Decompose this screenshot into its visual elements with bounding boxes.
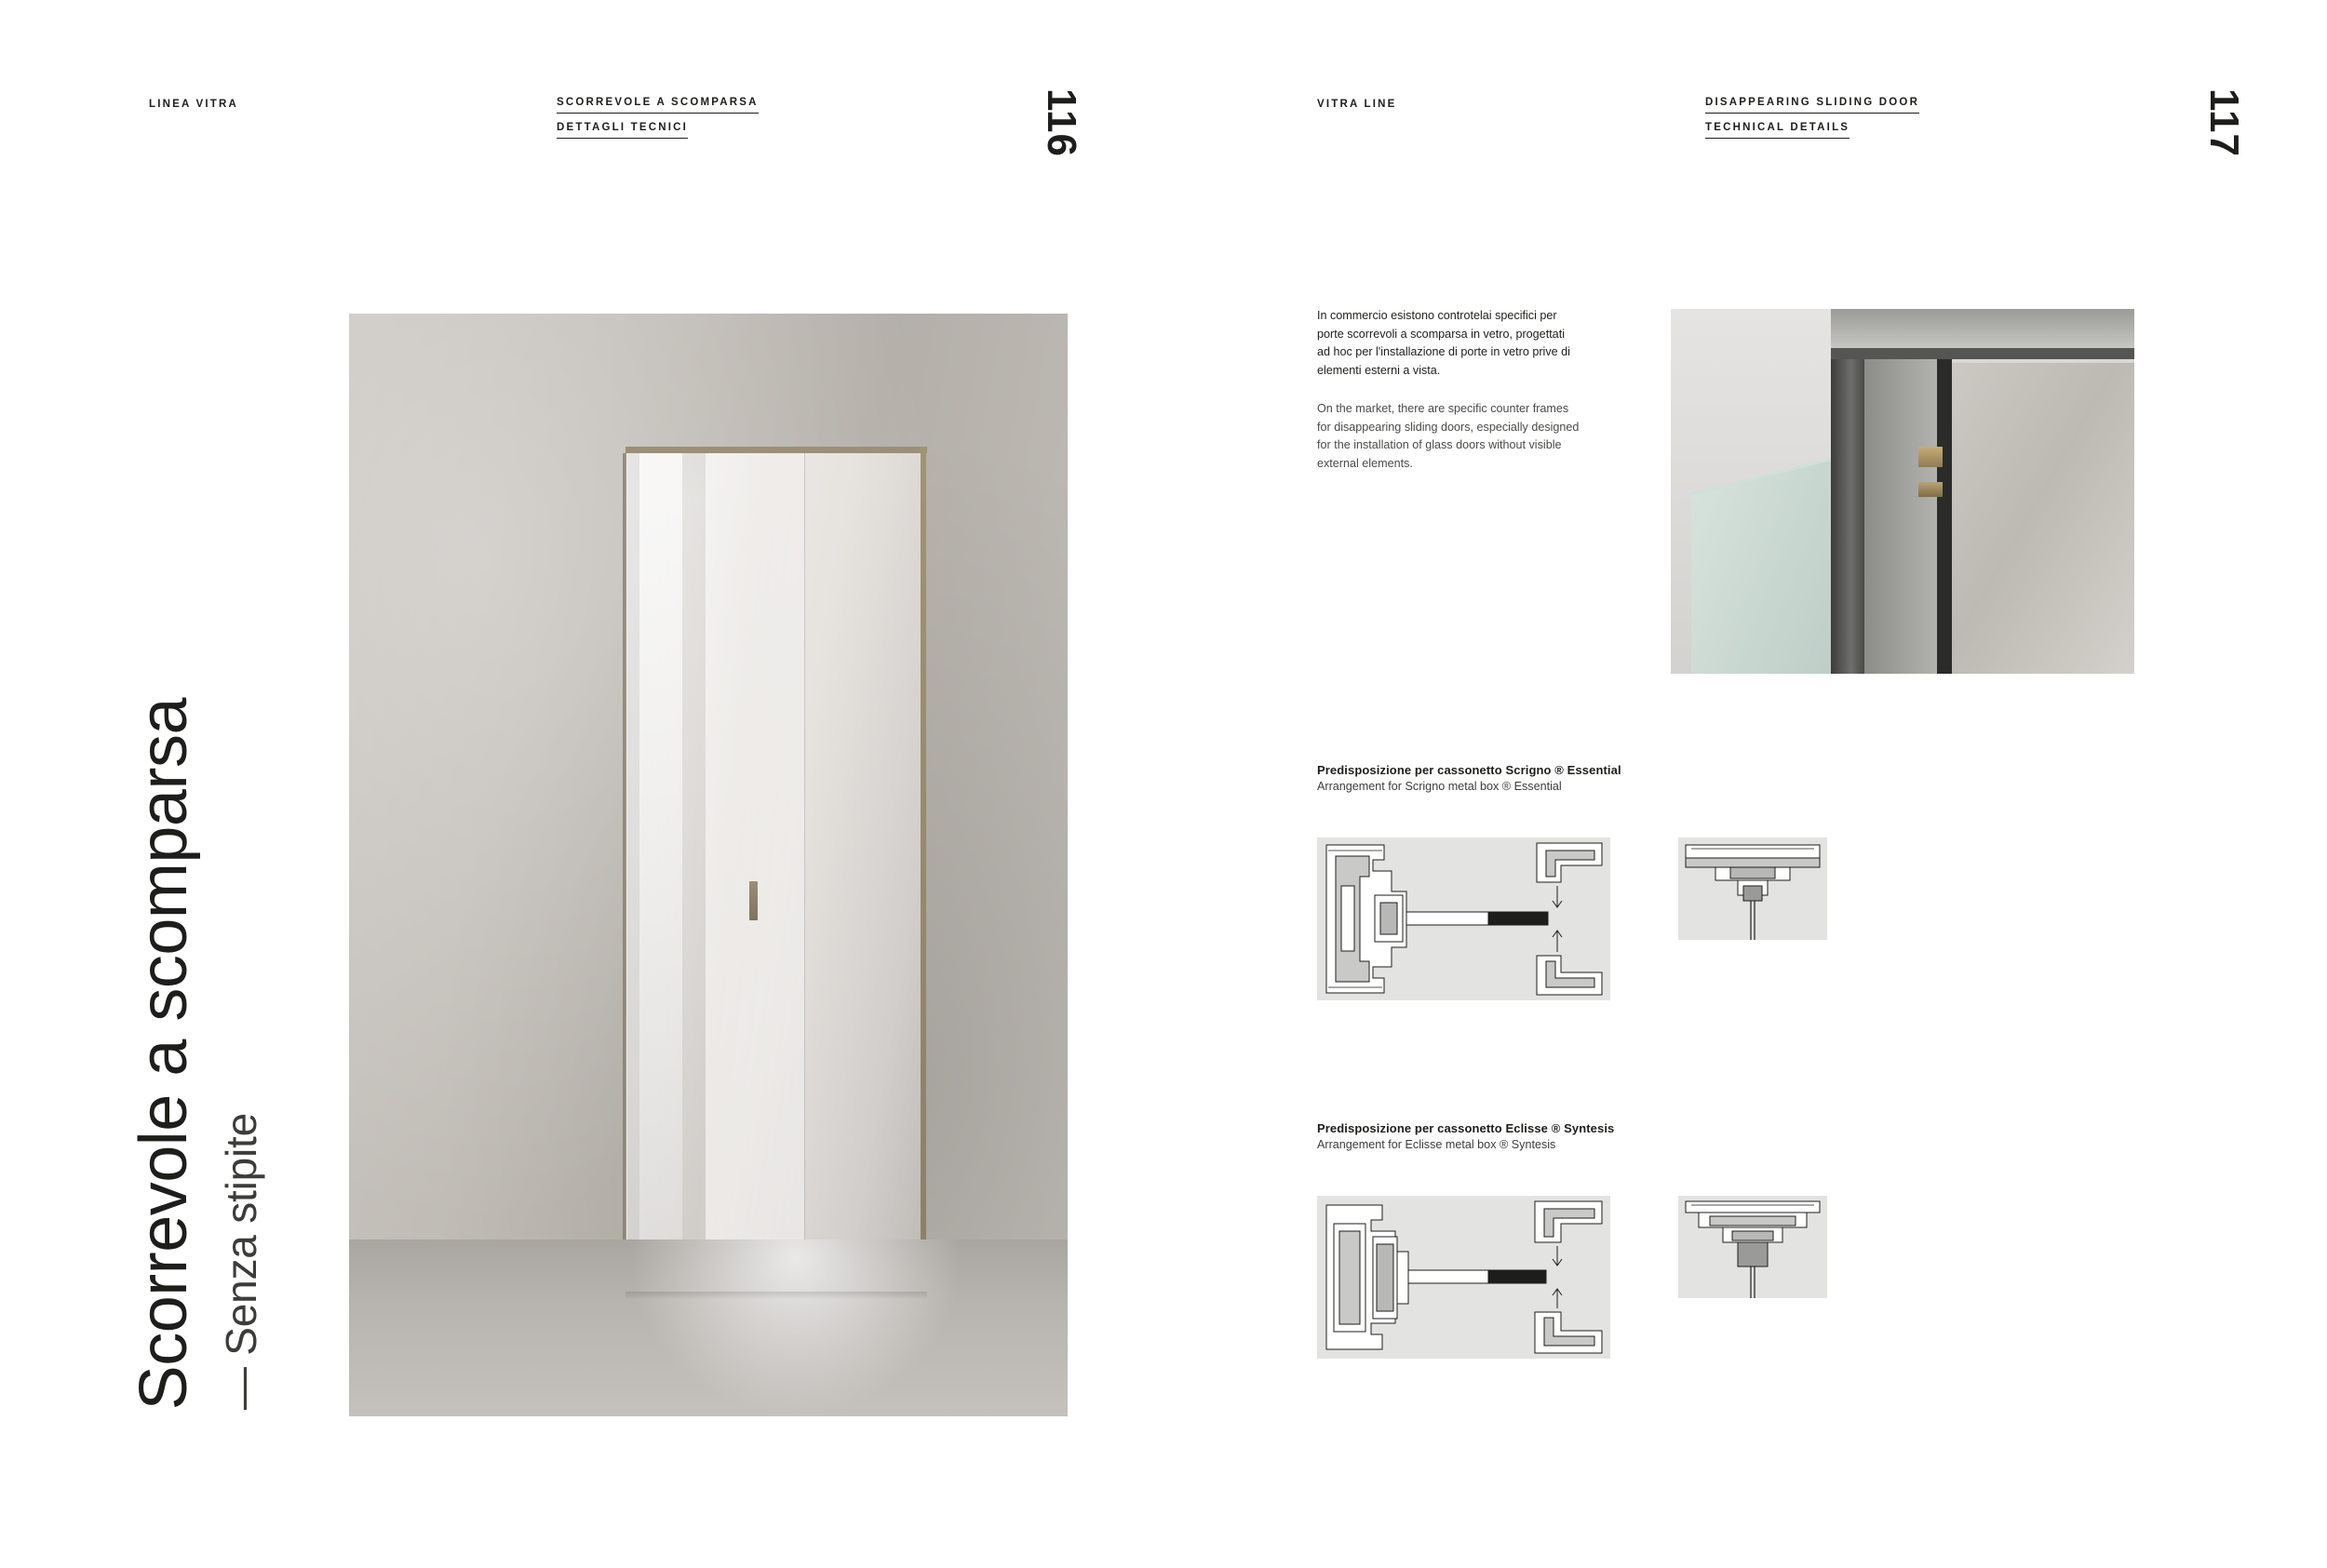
detail-photo-wall bbox=[1952, 309, 2134, 674]
detail-photo-top-rail-shadow bbox=[1831, 348, 2134, 359]
intro-paragraph-it: In commercio esistono controtelai specifici per porte scorrevoli a scomparsa in vetro, progettati ad hoc per l'installazione di porte in vetro prive di elementi esterni a vista. bbox=[1317, 309, 1570, 377]
hero-threshold-shadow bbox=[625, 1292, 927, 1299]
figure-horizontal-section-eclisse bbox=[1317, 1196, 1610, 1359]
detail-photo-top-rail bbox=[1831, 309, 2134, 348]
detail-photo-brass-bracket-lower bbox=[1918, 482, 1943, 497]
hero-jamb-left bbox=[623, 453, 626, 1295]
page-title: Scorrevole a scomparsa bbox=[127, 697, 201, 1410]
detail-photo-glass-pane bbox=[1691, 458, 1831, 674]
section-1-caption-en: Arrangement for Scrigno metal box ® Essential bbox=[1317, 780, 1562, 793]
hero-jamb-top bbox=[625, 447, 927, 453]
left-page-folio: 116 bbox=[1039, 88, 1084, 157]
section-1-caption-it: Predisposizione per cassonetto Scrigno ® Essential bbox=[1317, 763, 1621, 777]
left-header-line-1: SCORREVOLE A SCOMPARSA bbox=[557, 97, 759, 114]
intro-paragraph-en: On the market, there are specific counter frames for disappearing sliding doors, especially designed for the installation of glass doors without visible external elements. bbox=[1317, 402, 1580, 470]
right-header-line-1: DISAPPEARING SLIDING DOOR bbox=[1705, 97, 1919, 114]
right-header-line-2: TECHNICAL DETAILS bbox=[1705, 122, 1849, 139]
section-eclisse-syntesis bbox=[1317, 1121, 2136, 1359]
figure-vertical-section-scrigno bbox=[1678, 838, 1827, 940]
figure-vertical-section-eclisse bbox=[1678, 1196, 1827, 1298]
right-page-kicker: VITRA LINE bbox=[1317, 99, 1397, 110]
section-2-caption-en: Arrangement for Eclisse metal box ® Syntesis bbox=[1317, 1138, 1556, 1151]
figure-horizontal-section-scrigno bbox=[1317, 838, 1610, 1000]
detail-photo-frame-dark bbox=[1831, 309, 1864, 674]
page-subtitle: — Senza stipite bbox=[217, 1112, 265, 1410]
hero-glass-reflection bbox=[639, 453, 682, 1293]
intro-text-block bbox=[1317, 307, 1580, 493]
section-2-figures bbox=[1317, 1196, 2136, 1359]
left-page-kicker: LINEA VITRA bbox=[149, 99, 238, 110]
hero-floor-light bbox=[628, 1240, 963, 1416]
left-header-line-2: DETTAGLI TECNICI bbox=[557, 122, 688, 139]
hero-image bbox=[349, 314, 1068, 1416]
detail-photo bbox=[1671, 309, 2134, 674]
hero-jamb-right bbox=[921, 447, 926, 1295]
section-2-caption-it: Predisposizione per cassonetto Eclisse ® Syntesis bbox=[1317, 1121, 1615, 1135]
hero-door-handle bbox=[749, 881, 758, 920]
section-1-figures bbox=[1317, 838, 2136, 1000]
left-page-header-rules bbox=[557, 97, 759, 147]
right-page-header-rules bbox=[1705, 97, 1919, 147]
detail-photo-brass-bracket-upper bbox=[1918, 447, 1943, 467]
right-page-folio: 117 bbox=[2201, 88, 2247, 157]
section-scrigno-essential bbox=[1317, 763, 2136, 1000]
